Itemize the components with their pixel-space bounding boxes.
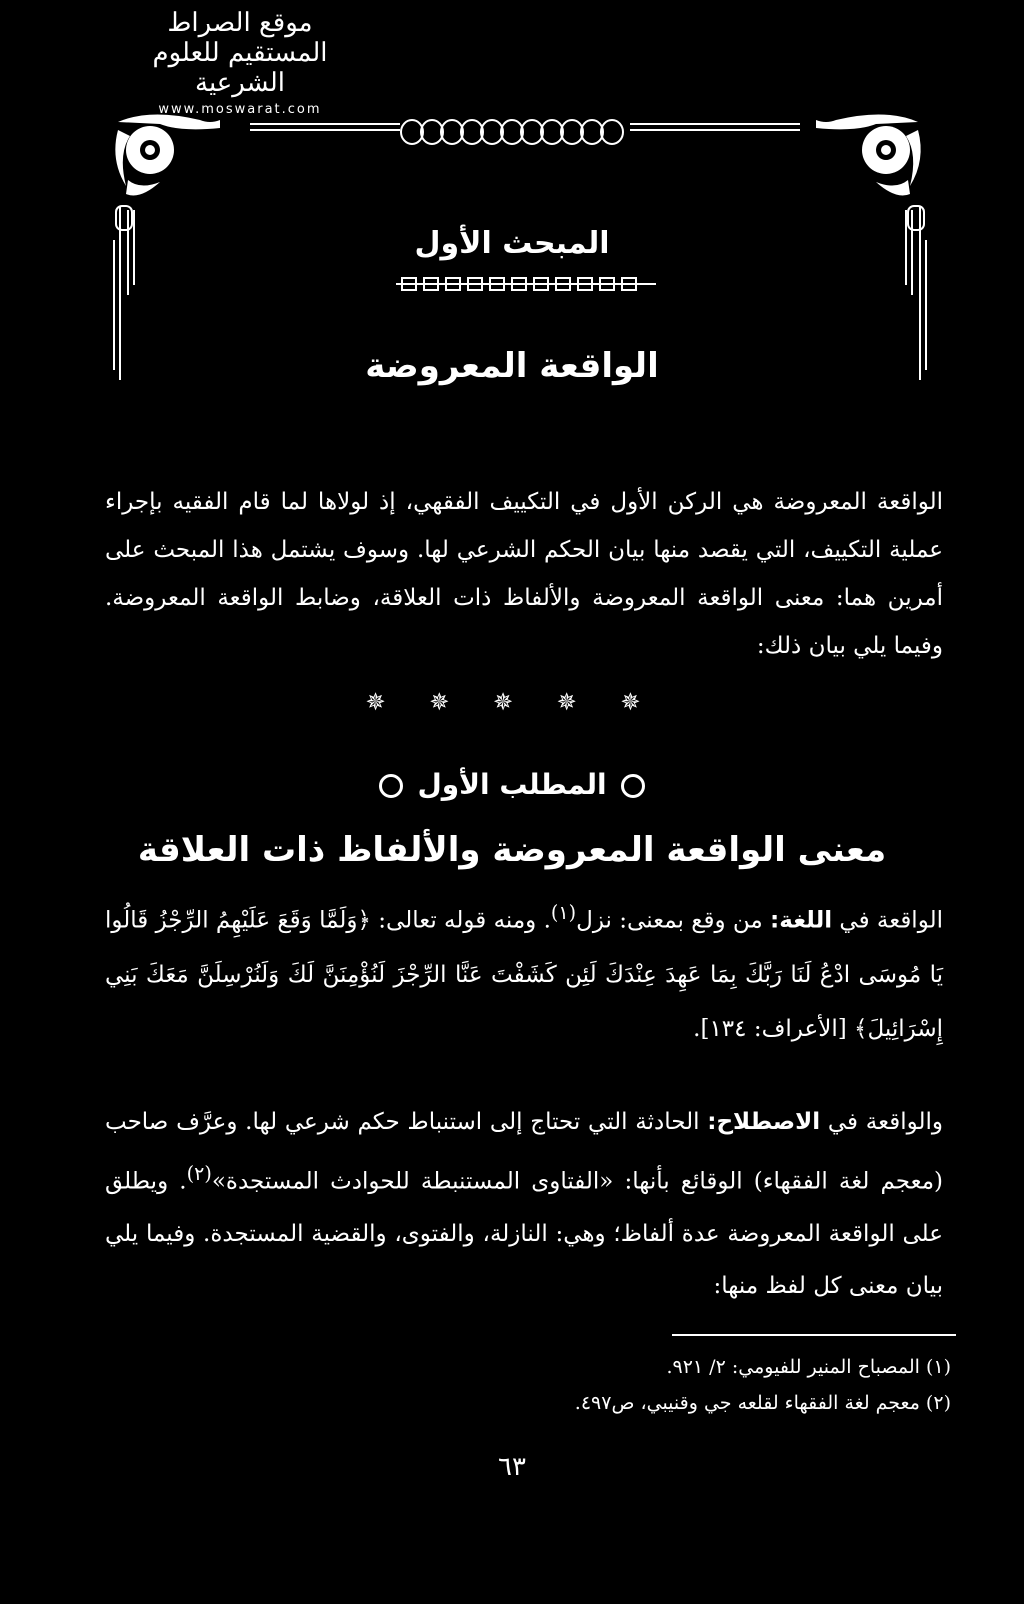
technical-body: الحادثة التي تحتاج إلى استنباط حكم شرعي لها. وعرَّف صاحب (معجم لغة الفقهاء) الوقائع بأنها: «الفتاوى المستنبطة للحوادث المستجدة» bbox=[105, 1109, 943, 1195]
technical-after-ref: . ويطلق على الواقعة المعروضة عدة ألفاظ؛ وهي: النازلة، والفتوى، والقضية المستجدة. وفيما يلي بيان معنى كل لفظ منها: bbox=[105, 1168, 943, 1299]
technical-term: الاصطلاح: bbox=[707, 1109, 821, 1135]
lexical-definition-paragraph bbox=[105, 886, 943, 1056]
verse-citation: [الأعراف: ١٣٤]. bbox=[693, 1015, 855, 1042]
requirement-title bbox=[0, 768, 1024, 801]
left-corner-flower-icon bbox=[115, 114, 220, 195]
section-title: الواقعة المعروضة bbox=[365, 346, 659, 386]
page-number: ٦٣ bbox=[498, 1452, 526, 1482]
footnote-divider bbox=[672, 1334, 956, 1336]
star-separator: ✵ ✵ ✵ ✵ ✵ bbox=[365, 688, 659, 716]
footnote-2: (٢) معجم لغة الفقهاء لقلعه جي وقنيبي، ص٤٩٧. bbox=[574, 1392, 951, 1414]
lexical-prefix: الواقعة في bbox=[832, 907, 943, 934]
technical-definition-paragraph bbox=[105, 1096, 943, 1312]
technical-prefix: والواقعة في bbox=[820, 1109, 943, 1135]
logo-url: www.moswarat.com bbox=[158, 102, 322, 117]
footnote-ref-2[interactable]: (٢) bbox=[186, 1162, 212, 1185]
rod-rings bbox=[401, 120, 623, 144]
lexical-after-ref: . ومنه قوله تعالى: bbox=[370, 907, 551, 934]
quran-verse: ﴿وَلَمَّا وَقَعَ عَلَيْهِمُ الرِّجْزُ قَالُوا يَا مُوسَى ادْعُ لَنَا رَبَّكَ بِمَا عَهِدَ عِنْدَكَ لَئِن كَشَفْتَ عَنَّا الرِّجْزَ لَنُؤْمِنَنَّ لَكَ وَلَنُرْسِلَنَّ مَعَكَ بَنِي إِسْرَائِيلَ﴾ bbox=[105, 907, 943, 1042]
chapter-title: المبحث الأول bbox=[414, 226, 610, 261]
chain-ornament bbox=[396, 278, 656, 290]
right-corner-flower-icon bbox=[816, 114, 921, 195]
ring-ornament-icon bbox=[379, 774, 403, 798]
top-rod-ornament bbox=[250, 120, 800, 144]
footnote-ref-1[interactable]: (١) bbox=[550, 901, 577, 924]
site-logo bbox=[120, 8, 360, 117]
intro-paragraph: الواقعة المعروضة هي الركن الأول في التكييف الفقهي، إذ لولاها لما قام الفقيه بإجراء عملية التكييف، التي يقصد منها بيان الحكم الشرعي لها. وسوف يشتمل هذا المبحث على أمرين هما: معنى الواقعة المعروضة والألفاظ ذات العلاقة، وضابط الواقعة المعروضة. وفيما يلي بيان ذلك: bbox=[105, 489, 943, 659]
lexical-body: من وقع بمعنى: نزل bbox=[576, 907, 771, 934]
requirement-subtitle: معنى الواقعة المعروضة والألفاظ ذات العلاقة bbox=[137, 830, 887, 870]
requirement-title-text: المطلب الأول bbox=[417, 768, 607, 801]
lexical-term: اللغة: bbox=[770, 907, 833, 934]
ring-ornament-icon bbox=[621, 774, 645, 798]
footnote-1: (١) المصباح المنير للفيومي: ٢/ ٩٢١. bbox=[666, 1356, 951, 1378]
logo-text: موقع الصراط المستقيم للعلوم الشرعية bbox=[152, 8, 328, 98]
